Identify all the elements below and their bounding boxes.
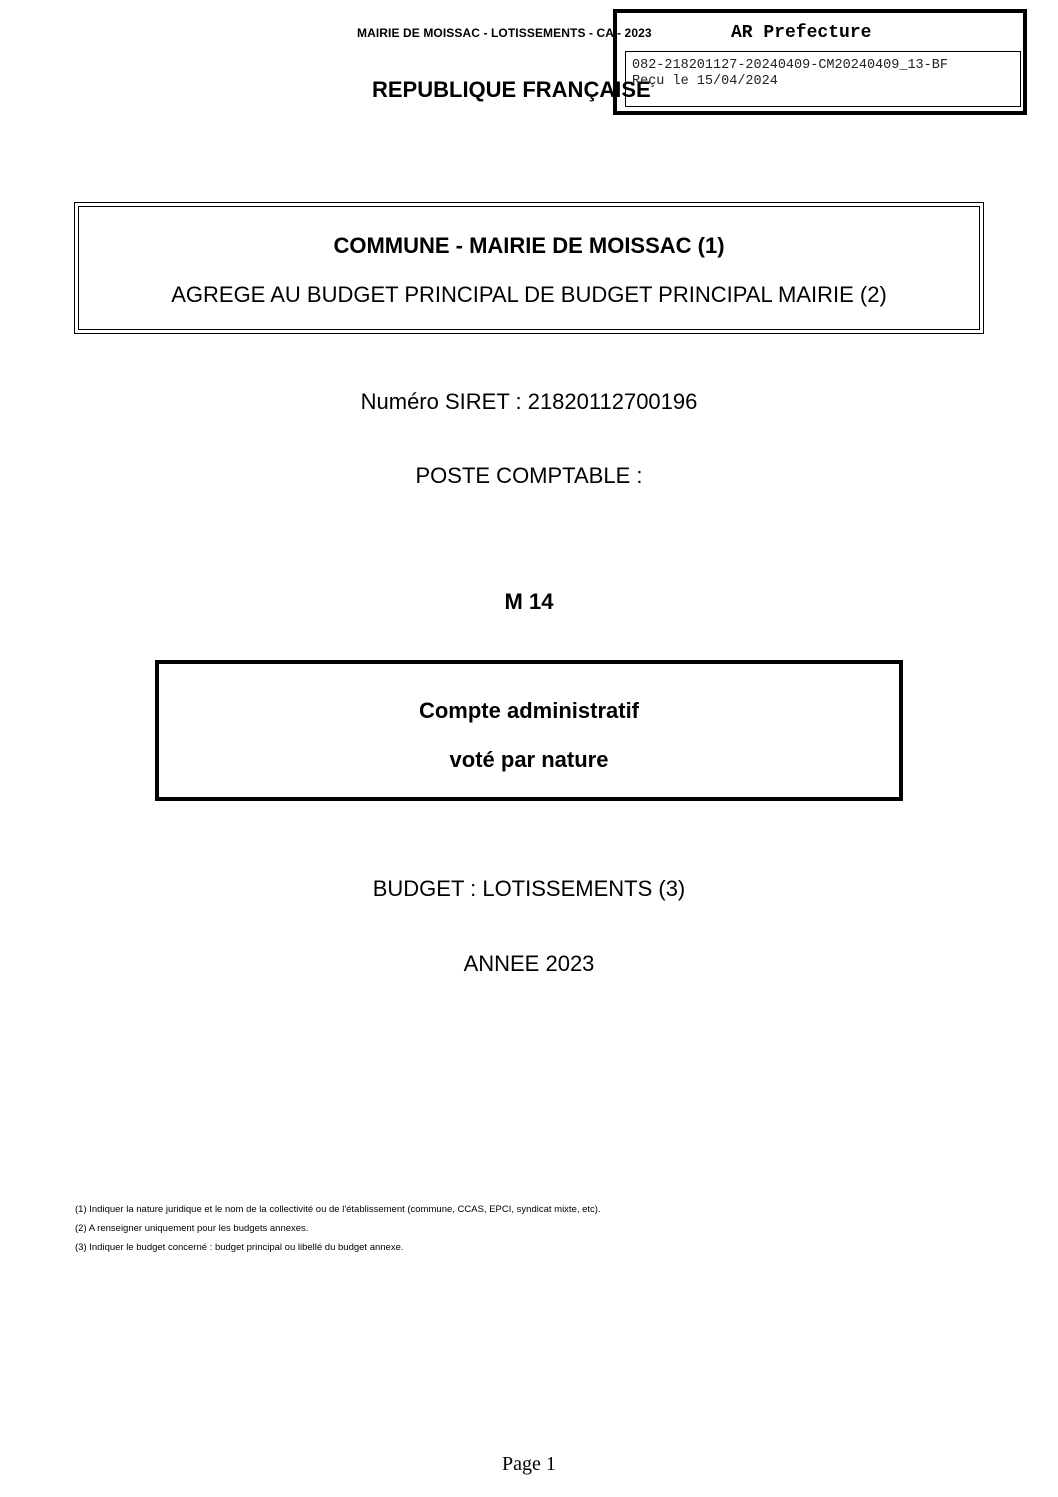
footnotes <box>75 1200 601 1257</box>
running-header: MAIRIE DE MOISSAC - LOTISSEMENTS - CA - 2023 <box>357 26 652 40</box>
siret-number: Numéro SIRET : 21820112700196 <box>360 389 698 414</box>
country-title: REPUBLIQUE FRANÇAISE <box>372 77 651 102</box>
stamp-title: AR Prefecture <box>731 23 872 43</box>
nomenclature: M 14 <box>504 589 554 614</box>
stamp-received-date: Reçu le 15/04/2024 <box>632 74 778 89</box>
document-type-line2: voté par nature <box>449 747 609 772</box>
poste-comptable: POSTE COMPTABLE : <box>415 463 643 488</box>
commune-box-inner-border <box>78 206 980 330</box>
budget-name: BUDGET : LOTISSEMENTS (3) <box>372 876 686 901</box>
stamp-reference-box <box>625 51 1021 107</box>
footnote-1: (1) Indiquer la nature juridique et le nom de la collectivité ou de l'établissement (commune, CCAS, EPCI, syndicat mixte, etc). <box>75 1204 601 1215</box>
commune-box <box>74 202 984 334</box>
stamp-reference: 082-218201127-20240409-CM20240409_13-BF <box>632 58 948 73</box>
document-type-line1: Compte administratif <box>418 698 640 723</box>
footnote-2: (2) A renseigner uniquement pour les budgets annexes. <box>75 1223 309 1234</box>
footnote-3: (3) Indiquer le budget concerné : budget principal ou libellé du budget annexe. <box>75 1242 404 1253</box>
document-type-box <box>155 660 903 801</box>
commune-aggregate: AGREGE AU BUDGET PRINCIPAL DE BUDGET PRINCIPAL MAIRIE (2) <box>171 282 887 307</box>
budget-year: ANNEE 2023 <box>463 951 595 976</box>
page-number: Page 1 <box>502 1453 556 1475</box>
commune-name: COMMUNE - MAIRIE DE MOISSAC (1) <box>333 233 725 258</box>
prefecture-stamp <box>613 9 1027 115</box>
